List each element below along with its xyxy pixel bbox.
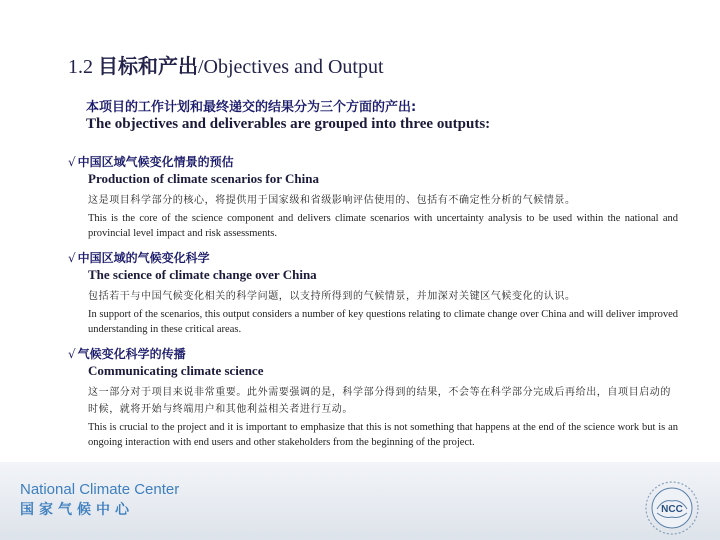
check-icon: √	[68, 347, 76, 361]
section-body-zh: 包括若干与中国气候变化相关的科学问题，以支持所得到的气候情景，并加深对关键区气候变化的认识。	[88, 291, 576, 302]
section-heading-en: Production of climate scenarios for China	[88, 171, 319, 186]
intro-en: The objectives and deliverables are grouped into three outputs:	[86, 116, 491, 132]
section-heading-zh-text: 中国区域气候变化情景的预估	[77, 155, 234, 169]
check-icon: √	[68, 251, 76, 265]
section-body-en: This is crucial to the project and it is important to emphasize that this is not something that happens at the end of the science work but is an ongoing interaction with end users and other stakeholders from the beginning of the project.	[88, 422, 678, 448]
section-heading-zh	[68, 249, 678, 266]
title-number: 1.2	[68, 56, 98, 78]
section-heading-zh-text: 气候变化科学的传播	[77, 347, 186, 361]
ncc-logo-icon	[643, 479, 701, 537]
page-title	[68, 50, 384, 79]
output-section-science	[68, 249, 678, 337]
output-section-communication	[68, 345, 678, 450]
section-heading-zh-text: 中国区域的气候变化科学	[77, 251, 210, 265]
intro-zh: 本项目的工作计划和最终递交的结果分为三个方面的产出:	[86, 100, 417, 115]
section-heading-zh	[68, 153, 678, 170]
section-heading-en: Communicating climate science	[88, 363, 264, 378]
footer-org-name-zh: 国家气候中心	[20, 502, 134, 518]
title-en: /Objectives and Output	[198, 56, 384, 78]
section-body-zh: 这是项目科学部分的核心，将提供用于国家级和省级影响评估使用的、包括有不确定性分析的气候情景。	[88, 195, 576, 206]
section-heading-en: The science of climate change over China	[88, 267, 317, 282]
section-body-en: In support of the scenarios, this output considers a number of key questions relating to climate change over China and will deliver improved understanding in these critical areas.	[88, 309, 678, 335]
title-zh: 目标和产出	[98, 54, 198, 78]
section-heading-zh	[68, 345, 678, 362]
section-body-en: This is the core of the science component and delivers climate scenarios with uncertainty analysis to be used within the national and provincial level impact and risk assessments.	[88, 213, 678, 239]
check-icon: √	[68, 155, 76, 169]
footer-org-name-en: National Climate Center	[20, 481, 180, 498]
output-section-scenarios	[68, 153, 678, 241]
section-body-zh: 这一部分对于项目来说非常重要。此外需要强调的是，科学部分得到的结果，不会等在科学部分完成后再给出，自项目启动的时候，就将开始与终端用户和其他利益相关者进行互动。	[88, 387, 671, 415]
logo-text: NCC	[661, 504, 683, 515]
